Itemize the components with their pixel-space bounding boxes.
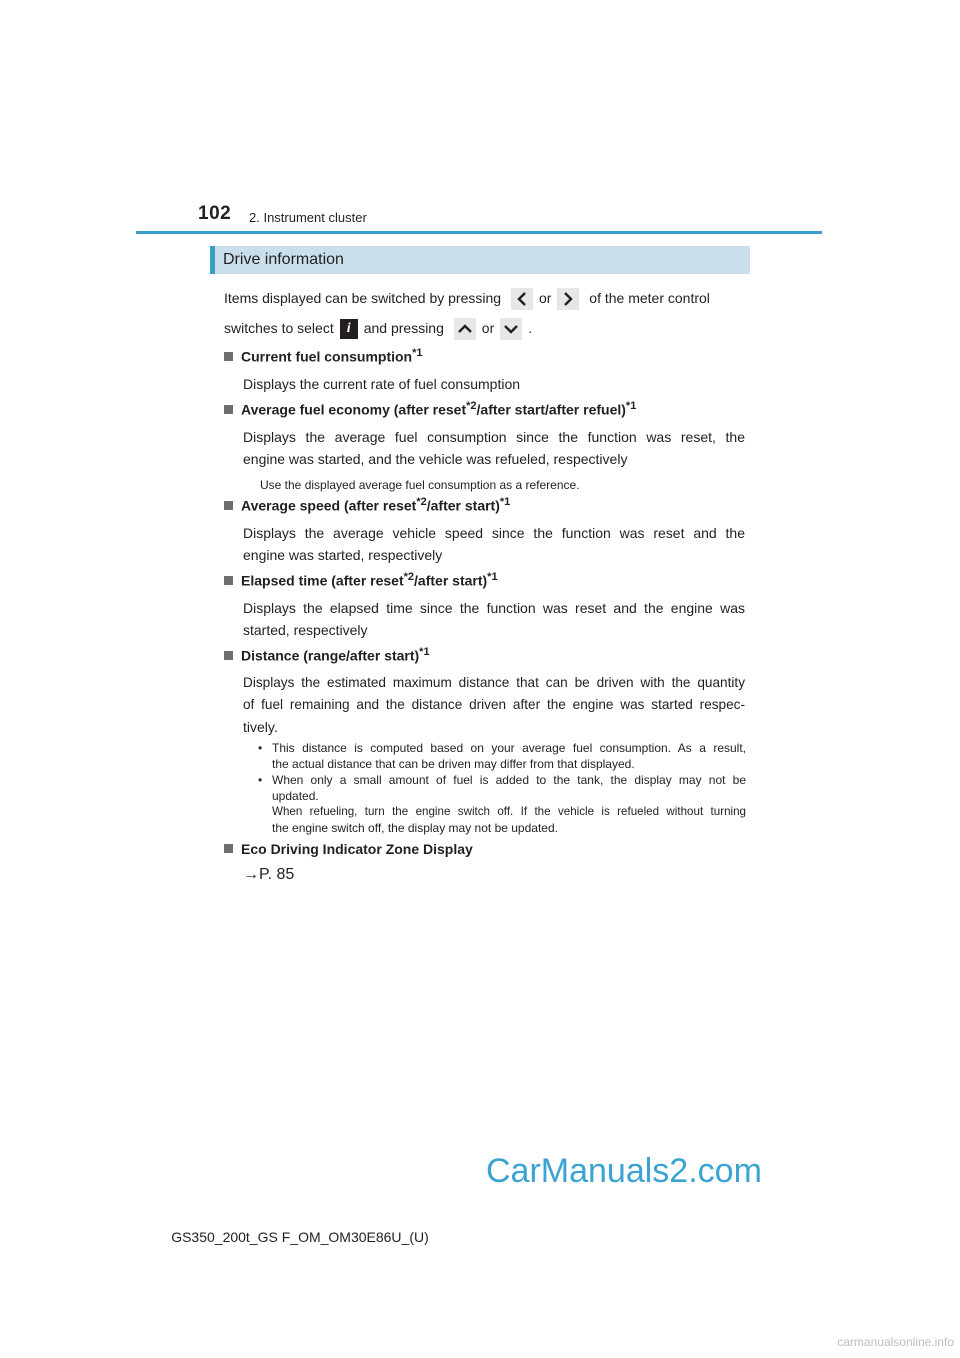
footnote-ref: *1 (499, 496, 511, 508)
heading-text: Average speed (after reset (241, 497, 417, 514)
bullet-dot: • (258, 741, 263, 755)
note-bullet-1 (258, 740, 746, 772)
intro-line-2 (224, 317, 745, 340)
section-banner-title: Drive information (223, 251, 344, 268)
item-heading-average-speed (224, 496, 510, 514)
heading-text: /after start) (426, 497, 500, 514)
item-body: engine was started, respectively (243, 547, 443, 563)
item-body: tively. (243, 719, 278, 735)
footnote-ref: *1 (419, 646, 430, 658)
heading-text: Distance (range/after start) (241, 647, 420, 664)
footnote-ref: *2 (403, 571, 415, 583)
chevron-right-icon (557, 288, 579, 310)
item-heading-distance (224, 646, 430, 664)
note-text: the actual distance that can be driven may differ from that displayed. (272, 757, 635, 771)
footnote-ref: *2 (416, 496, 427, 508)
footer-document-code: GS350_200t_GS F_OM_OM30E86U_(U) (171, 1229, 429, 1245)
square-bullet-icon (224, 576, 233, 585)
heading-text: Current fuel consumption (241, 348, 413, 365)
item-body: started, respectively (243, 622, 368, 638)
heading-text: Eco Driving Indicator Zone Display (241, 841, 473, 857)
intro-text: switches to select (224, 320, 334, 336)
footnote-ref: *1 (412, 347, 423, 359)
note-bullet-2 (258, 772, 746, 836)
footer-site: carmanualsonline.info (837, 1335, 954, 1349)
section-banner-accent (210, 246, 215, 274)
intro-text: of the meter control (589, 290, 710, 306)
section-title: 2. Instrument cluster (249, 210, 367, 225)
square-bullet-icon (224, 501, 233, 510)
intro-text: Items displayed can be switched by pressing (224, 290, 502, 306)
info-icon: i (340, 319, 358, 339)
item-heading-average-fuel (224, 400, 636, 418)
heading-text: Average fuel economy (after reset (241, 401, 467, 418)
header-rule (136, 231, 822, 234)
intro-period: . (528, 320, 533, 336)
watermark-logo: CarManuals2.com (486, 1152, 762, 1190)
footnote-ref: *2 (466, 400, 477, 412)
note-text: When refueling, turn the engine switch off. If the vehicle is refueled without turning (272, 805, 746, 818)
item-body: Displays the elapsed time since the function was reset and the engine was (243, 600, 745, 616)
square-bullet-icon (224, 844, 233, 853)
page-number: 102 (198, 203, 232, 224)
item-heading-elapsed-time (224, 571, 498, 589)
intro-line-1 (224, 287, 745, 310)
square-bullet-icon (224, 352, 233, 361)
intro-or: or (538, 290, 552, 306)
footnote-ref: *1 (487, 571, 498, 583)
chevron-down-icon (500, 318, 522, 340)
note-text: the engine switch off, the display may not be updated. (272, 821, 558, 835)
intro-or: or (481, 320, 495, 336)
bullet-dot: • (258, 773, 263, 787)
item-body: Displays the average vehicle speed since the function was reset and the (243, 525, 745, 541)
chevron-left-icon (511, 288, 533, 310)
note-text: updated. (272, 789, 319, 803)
item-body: engine was started, and the vehicle was refueled, respectively (243, 451, 628, 467)
chevron-up-icon (454, 318, 476, 340)
item-heading-current-fuel (224, 347, 423, 365)
item-body: of fuel remaining and the distance driven after the engine was started respec- (243, 697, 745, 712)
item-heading-eco-driving (224, 841, 473, 857)
heading-text: /after start/after refuel) (476, 401, 626, 418)
item-body: Displays the average fuel consumption since the function was reset, the (243, 429, 745, 445)
page-reference-link[interactable]: →P. 85 (243, 866, 295, 883)
heading-text: /after start) (414, 572, 488, 589)
square-bullet-icon (224, 651, 233, 660)
heading-text: Elapsed time (after reset (241, 572, 404, 589)
item-note: Use the displayed average fuel consumption as a reference. (260, 478, 580, 492)
item-body: Displays the estimated maximum distance that can be driven with the quantity (243, 675, 745, 690)
note-text: This distance is computed based on your average fuel consumption. As a result, (272, 741, 746, 755)
square-bullet-icon (224, 405, 233, 414)
intro-text: and pressing (363, 320, 444, 336)
footnote-ref: *1 (625, 400, 637, 412)
note-text: When only a small amount of fuel is added to the tank, the display may not be (272, 773, 746, 787)
item-body: Displays the current rate of fuel consumption (243, 376, 521, 392)
